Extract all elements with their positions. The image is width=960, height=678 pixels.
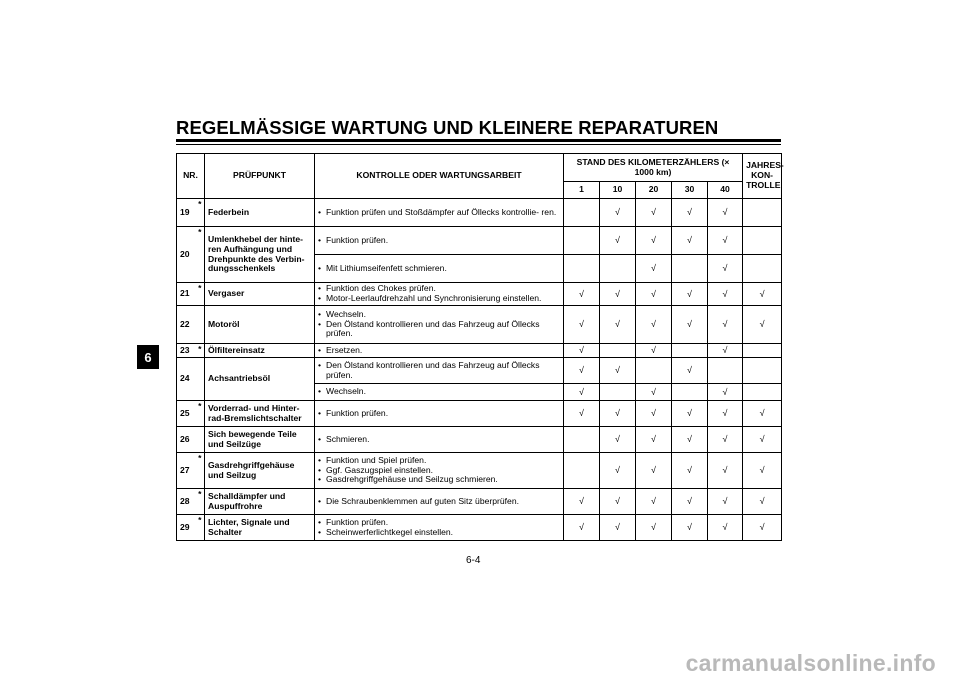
page-title: REGELMÄSSIGE WARTUNG UND KLEINERE REPARATUREN: [176, 117, 719, 138]
row-task: [315, 489, 564, 515]
row-task: [315, 384, 564, 401]
task-line: • Scheinwerferlichtkegel einstellen.: [318, 528, 560, 538]
table-row: [177, 427, 782, 453]
task-line: • Funktion prüfen.: [318, 518, 560, 528]
maintenance-table: [176, 153, 782, 541]
task-list: [318, 284, 560, 304]
row-task: [315, 306, 564, 344]
interval-check: [708, 358, 743, 384]
annual-check: √: [743, 283, 782, 306]
header-task: KONTROLLE ODER WARTUNGSARBEIT: [315, 154, 564, 199]
interval-check: √: [636, 515, 672, 541]
header-km-20: 20: [636, 182, 672, 199]
row-number: 19: [177, 199, 196, 227]
interval-check: √: [708, 344, 743, 358]
interval-check: √: [600, 283, 636, 306]
interval-check: [672, 384, 708, 401]
interval-check: √: [708, 199, 743, 227]
interval-check: √: [708, 384, 743, 401]
interval-check: √: [564, 489, 600, 515]
row-task: [315, 401, 564, 427]
row-number: 26: [177, 427, 196, 453]
interval-check: √: [672, 489, 708, 515]
table-row: [177, 344, 782, 358]
interval-check: √: [672, 401, 708, 427]
row-number: 20: [177, 227, 196, 283]
interval-check: √: [600, 515, 636, 541]
interval-check: √: [600, 453, 636, 489]
interval-check: √: [672, 227, 708, 255]
interval-check: √: [600, 489, 636, 515]
interval-check: √: [672, 515, 708, 541]
task-list: [318, 208, 560, 218]
row-item: Vergaser: [205, 283, 315, 306]
task-list: [318, 346, 560, 356]
row-star-marker: *: [196, 515, 205, 541]
interval-check: √: [708, 427, 743, 453]
annual-check: √: [743, 306, 782, 344]
footer-watermark: carmanualsonline.info: [685, 650, 936, 676]
row-item: Umlenkhebel der hinte- ren Aufhängung und Drehpunkte des Verbin- dungsschenkels: [205, 227, 315, 283]
interval-check: [600, 384, 636, 401]
row-task: [315, 427, 564, 453]
page-number: 6-4: [466, 555, 481, 566]
task-list: [318, 435, 560, 445]
interval-check: [672, 344, 708, 358]
task-line: • Funktion prüfen.: [318, 236, 560, 246]
interval-check: √: [636, 453, 672, 489]
table-row: [177, 453, 782, 489]
row-task: [315, 227, 564, 255]
task-line: • Funktion des Chokes prüfen.: [318, 284, 560, 294]
interval-check: √: [564, 358, 600, 384]
row-item: Ölfiltereinsatz: [205, 344, 315, 358]
row-number: 21: [177, 283, 196, 306]
interval-check: √: [672, 306, 708, 344]
row-star-marker: *: [196, 489, 205, 515]
annual-check: [743, 227, 782, 255]
table-row: [177, 401, 782, 427]
interval-check: √: [708, 401, 743, 427]
annual-check: √: [743, 453, 782, 489]
row-task: [315, 453, 564, 489]
row-task: [315, 283, 564, 306]
interval-check: √: [636, 227, 672, 255]
task-line: • Gasdrehgriffgehäuse und Seilzug schmieren.: [318, 475, 560, 485]
task-list: [318, 264, 560, 274]
header-km-1: 1: [564, 182, 600, 199]
interval-check: [564, 227, 600, 255]
task-list: [318, 456, 560, 486]
interval-check: √: [564, 344, 600, 358]
interval-check: [600, 255, 636, 283]
interval-check: √: [600, 199, 636, 227]
row-number: 28: [177, 489, 196, 515]
annual-check: [743, 255, 782, 283]
table-row: [177, 306, 782, 344]
interval-check: √: [636, 401, 672, 427]
row-star-marker: *: [196, 344, 205, 358]
task-list: [318, 518, 560, 538]
row-item: Vorderrad- und Hinter- rad-Bremslichtschalter: [205, 401, 315, 427]
annual-check: [743, 199, 782, 227]
row-task: [315, 199, 564, 227]
task-list: [318, 497, 560, 507]
row-star-marker: [196, 306, 205, 344]
interval-check: √: [708, 489, 743, 515]
table-row: [177, 489, 782, 515]
row-task: [315, 515, 564, 541]
row-star-marker: [196, 427, 205, 453]
row-star-marker: *: [196, 227, 205, 283]
row-item: Sich bewegende Teile und Seilzüge: [205, 427, 315, 453]
interval-check: √: [672, 427, 708, 453]
interval-check: [564, 199, 600, 227]
task-line: • Funktion prüfen.: [318, 409, 560, 419]
interval-check: √: [636, 306, 672, 344]
interval-check: √: [564, 306, 600, 344]
interval-check: √: [708, 255, 743, 283]
row-number: 22: [177, 306, 196, 344]
row-item: Federbein: [205, 199, 315, 227]
interval-check: √: [636, 255, 672, 283]
annual-check: [743, 384, 782, 401]
row-number: 25: [177, 401, 196, 427]
interval-check: √: [708, 227, 743, 255]
header-km-10: 10: [600, 182, 636, 199]
header-km-30: 30: [672, 182, 708, 199]
task-line: • Den Ölstand kontrollieren und das Fahrzeug auf Öllecks prüfen.: [318, 320, 560, 340]
interval-check: √: [600, 227, 636, 255]
row-number: 29: [177, 515, 196, 541]
task-line: • Die Schraubenklemmen auf guten Sitz überprüfen.: [318, 497, 560, 507]
task-list: [318, 409, 560, 419]
table-row: [177, 358, 782, 384]
header-nr: NR.: [177, 154, 205, 199]
row-item: Schalldämpfer und Auspuffrohre: [205, 489, 315, 515]
task-line: • Motor-Leerlaufdrehzahl und Synchronisierung einstellen.: [318, 294, 560, 304]
chapter-tab: 6: [137, 345, 159, 369]
interval-check: √: [564, 384, 600, 401]
header-item: PRÜFPUNKT: [205, 154, 315, 199]
interval-check: √: [636, 489, 672, 515]
task-line: • Ggf. Gaszugspiel einstellen.: [318, 466, 560, 476]
interval-check: √: [600, 401, 636, 427]
row-star-marker: *: [196, 401, 205, 427]
row-number: 27: [177, 453, 196, 489]
annual-check: √: [743, 427, 782, 453]
row-star-marker: *: [196, 199, 205, 227]
interval-check: [564, 427, 600, 453]
task-list: [318, 361, 560, 381]
interval-check: [564, 453, 600, 489]
task-list: [318, 387, 560, 397]
interval-check: √: [636, 199, 672, 227]
interval-check: √: [600, 306, 636, 344]
interval-check: √: [672, 358, 708, 384]
annual-check: √: [743, 515, 782, 541]
interval-check: [564, 255, 600, 283]
table-body: [177, 199, 782, 541]
interval-check: √: [672, 283, 708, 306]
annual-check: √: [743, 489, 782, 515]
row-star-marker: *: [196, 453, 205, 489]
table-row: [177, 283, 782, 306]
row-number: 23: [177, 344, 196, 358]
interval-check: √: [708, 453, 743, 489]
annual-check: [743, 344, 782, 358]
interval-check: √: [600, 427, 636, 453]
interval-check: [636, 358, 672, 384]
task-list: [318, 236, 560, 246]
interval-check: √: [564, 401, 600, 427]
title-rule-thin: [176, 144, 781, 145]
interval-check: [600, 344, 636, 358]
row-star-marker: [196, 358, 205, 401]
header-odometer: STAND DES KILOMETERZÄHLERS (× 1000 km): [564, 154, 743, 182]
interval-check: √: [708, 306, 743, 344]
task-line: • Funktion und Spiel prüfen.: [318, 456, 560, 466]
row-task: [315, 344, 564, 358]
interval-check: √: [636, 283, 672, 306]
task-line: • Wechseln.: [318, 387, 560, 397]
task-line: • Mit Lithiumseifenfett schmieren.: [318, 264, 560, 274]
table-row: [177, 515, 782, 541]
task-line: • Schmieren.: [318, 435, 560, 445]
interval-check: √: [636, 384, 672, 401]
task-line: • Ersetzen.: [318, 346, 560, 356]
interval-check: √: [600, 358, 636, 384]
task-line: • Den Ölstand kontrollieren und das Fahrzeug auf Öllecks prüfen.: [318, 361, 560, 381]
annual-check: [743, 358, 782, 384]
interval-check: √: [564, 283, 600, 306]
task-line: • Wechseln.: [318, 310, 560, 320]
interval-check: √: [636, 344, 672, 358]
row-item: Lichter, Signale und Schalter: [205, 515, 315, 541]
header-km-40: 40: [708, 182, 743, 199]
table-row: [177, 227, 782, 255]
task-line: • Funktion prüfen und Stoßdämpfer auf Öllecks kontrollie- ren.: [318, 208, 560, 218]
row-item: Gasdrehgriffgehäuse und Seilzug: [205, 453, 315, 489]
header-annual: JAHRES- KON- TROLLE: [743, 154, 782, 199]
table-header: [177, 154, 782, 199]
row-item: Motoröl: [205, 306, 315, 344]
interval-check: √: [708, 283, 743, 306]
interval-check: √: [672, 199, 708, 227]
row-task: [315, 358, 564, 384]
row-star-marker: *: [196, 283, 205, 306]
task-list: [318, 310, 560, 340]
row-number: 24: [177, 358, 196, 401]
row-item: Achsantriebsöl: [205, 358, 315, 401]
title-rule-thick: [176, 139, 781, 142]
interval-check: √: [708, 515, 743, 541]
interval-check: √: [564, 515, 600, 541]
table-row: [177, 199, 782, 227]
interval-check: [672, 255, 708, 283]
row-task: [315, 255, 564, 283]
annual-check: √: [743, 401, 782, 427]
interval-check: √: [636, 427, 672, 453]
interval-check: √: [672, 453, 708, 489]
